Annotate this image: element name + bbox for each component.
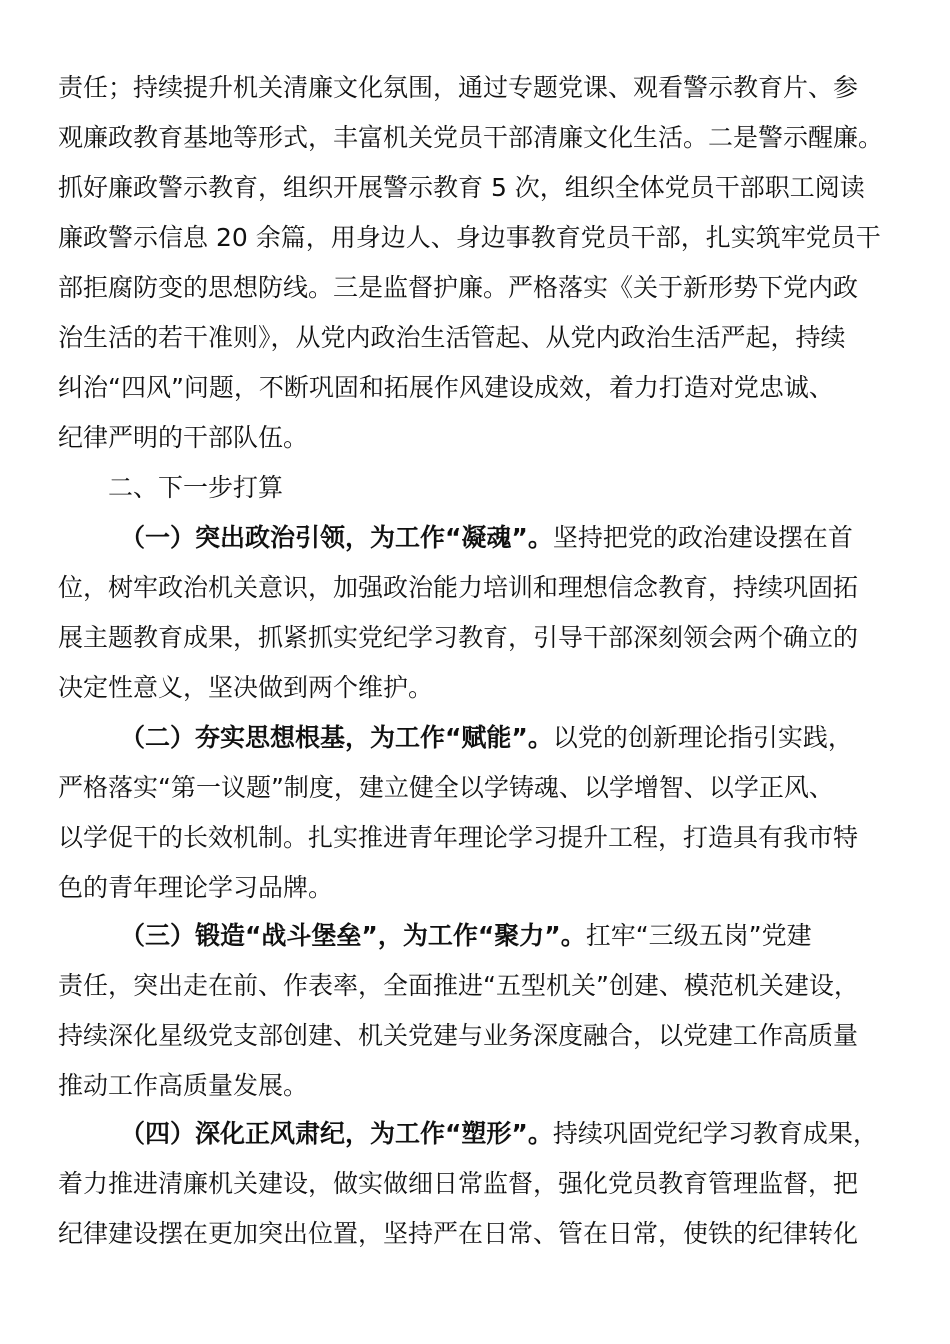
- body-line: 推动工作高质量发展。: [58, 1071, 309, 1100]
- body-line: 严格落实“第一议题”制度，建立健全以学铸魂、以学增智、以学正风、: [58, 773, 834, 802]
- body-line: 责任，突出走在前、作表率，全面推进“五型机关”创建、模范机关建设，: [58, 971, 859, 1000]
- item-first-line: [120, 720, 853, 756]
- body-line: 责任；持续提升机关清廉文化氛围，通过专题党课、观看警示教育片、参: [58, 73, 859, 102]
- item-text: 持续巩固党纪学习教育成果，: [552, 1119, 878, 1148]
- body-line: 位，树牢政治机关意识，加强政治能力培训和理想信念教育，持续巩固拓: [58, 573, 859, 602]
- body-line: 持续深化星级党支部创建、机关党建与业务深度融合，以党建工作高质量: [58, 1021, 859, 1050]
- body-line: 廉政警示信息 20 余篇，用身边人、身边事教育党员干部，扎实筑牢党员干: [58, 223, 881, 252]
- body-line: 观廉政教育基地等形式，丰富机关党员干部清廉文化生活。二是警示醒廉。: [58, 123, 884, 152]
- body-line: 色的青年理论学习品牌。: [58, 873, 334, 902]
- body-line: 部拒腐防变的思想防线。三是监督护廉。严格落实《关于新形势下党内政: [58, 273, 859, 302]
- item-title: （一）突出政治引领，为工作“凝魂”。: [120, 523, 553, 552]
- body-line: 纠治“四风”问题，不断巩固和拓展作风建设成效，着力打造对党忠诚、: [58, 373, 834, 402]
- item-first-line: [120, 918, 812, 954]
- body-line: 展主题教育成果，抓紧抓实党纪学习教育，引导干部深刻领会两个确立的: [58, 623, 859, 652]
- item-title: （二）夯实思想根基，为工作“赋能”。: [120, 723, 553, 752]
- body-line: 以学促干的长效机制。扎实推进青年理论学习提升工程，打造具有我市特: [58, 823, 859, 852]
- body-line: 纪律严明的干部队伍。: [58, 423, 309, 452]
- body-line: 抓好廉政警示教育，组织开展警示教育 5 次，组织全体党员干部职工阅读: [58, 173, 865, 202]
- item-text: 扛牢“三级五岗”党建: [585, 921, 812, 950]
- section-heading: 二、下一步打算: [108, 473, 284, 502]
- item-title: （三）锻造“战斗堡垒”，为工作“聚力”。: [120, 921, 586, 950]
- item-text: 以党的创新理论指引实践，: [552, 723, 853, 752]
- item-title: （四）深化正风肃纪，为工作“塑形”。: [120, 1119, 553, 1148]
- body-line: 着力推进清廉机关建设，做实做细日常监督，强化党员教育管理监督，把: [58, 1169, 859, 1198]
- item-first-line: [120, 520, 853, 556]
- body-line: 治生活的若干准则》，从党内政治生活管起、从党内政治生活严起，持续: [58, 323, 846, 352]
- item-text: 坚持把党的政治建设摆在首: [552, 523, 853, 552]
- item-first-line: [120, 1116, 878, 1152]
- body-line: 决定性意义，坚决做到两个维护。: [58, 673, 434, 702]
- body-line: 纪律建设摆在更加突出位置，坚持严在日常、管在日常，使铁的纪律转化: [58, 1219, 859, 1248]
